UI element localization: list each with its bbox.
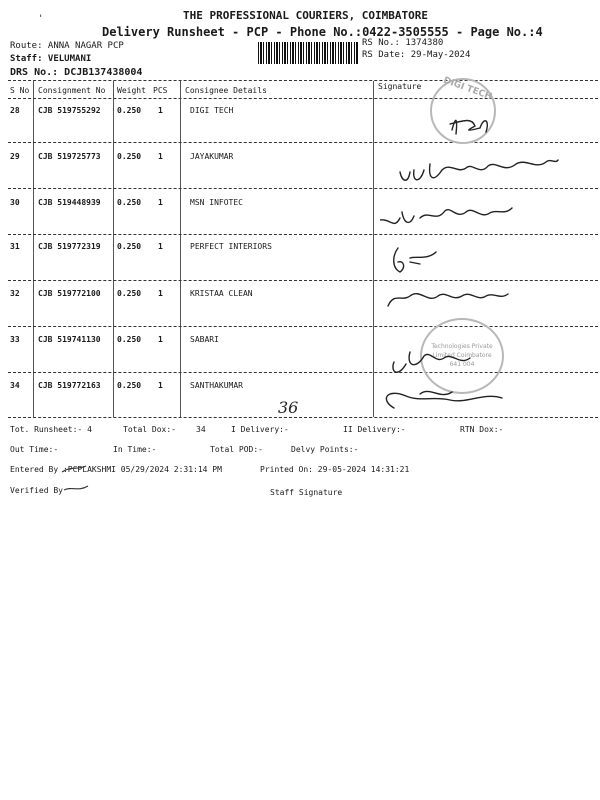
signature-scribbles bbox=[380, 100, 598, 420]
route-label: Route: ANNA NAGAR PCP bbox=[10, 41, 124, 51]
out-time: Out Time:- bbox=[10, 445, 59, 454]
header-top-rule bbox=[8, 80, 598, 81]
row-pcs: 1 bbox=[158, 381, 163, 390]
row-sno: 29 bbox=[10, 152, 20, 161]
row-weight: 0.250 bbox=[117, 242, 142, 251]
total-dox-value: 34 bbox=[196, 425, 206, 434]
col-consignment: Consignment No bbox=[38, 86, 106, 95]
rs-number: RS No.: 1374380 bbox=[362, 38, 444, 48]
printed-on: Printed On: 29-05-2024 14:31:21 bbox=[260, 465, 410, 474]
col-signature: Signature bbox=[378, 82, 422, 91]
row-consignee: DIGI TECH bbox=[190, 106, 234, 115]
total-dox-label: Total Dox:- bbox=[123, 425, 176, 434]
row-pcs: 1 bbox=[158, 335, 163, 344]
col-sno: S No bbox=[10, 86, 30, 95]
row-consignee: SANTHAKUMAR bbox=[190, 381, 243, 390]
row-consignment: CJB 519448939 bbox=[38, 198, 101, 207]
staff-label: Staff: VELUMANI bbox=[10, 54, 92, 64]
rtn-dox: RTN Dox:- bbox=[460, 425, 504, 434]
row-weight: 0.250 bbox=[117, 152, 142, 161]
col-divider bbox=[180, 81, 181, 417]
stamp-text: Technologies Private Limited Coimbatore 641 004 bbox=[431, 343, 493, 368]
handwritten-number: 36 bbox=[278, 398, 299, 417]
col-weight: Weight bbox=[117, 86, 146, 95]
row-consignment: CJB 519772100 bbox=[38, 289, 101, 298]
col-divider bbox=[373, 81, 374, 417]
entered-by: Entered By :PCPLAKSHMI 05/29/2024 2:31:14 PM bbox=[10, 465, 222, 474]
row-consignment: CJB 519772163 bbox=[38, 381, 101, 390]
row-consignee: PERFECT INTERIORS bbox=[190, 242, 272, 251]
row-pcs: 1 bbox=[158, 152, 163, 161]
row-weight: 0.250 bbox=[117, 381, 142, 390]
row-consignment: CJB 519772319 bbox=[38, 242, 101, 251]
stray-mark: ' bbox=[38, 14, 44, 24]
row-sno: 28 bbox=[10, 106, 20, 115]
verified-by: Verified By bbox=[10, 486, 63, 495]
in-time: In Time:- bbox=[113, 445, 157, 454]
tot-runsheet: Tot. Runsheet:- 4 bbox=[10, 425, 92, 434]
row-consignee: SABARI bbox=[190, 335, 219, 344]
row-sno: 31 bbox=[10, 242, 20, 251]
barcode bbox=[258, 42, 358, 64]
row-pcs: 1 bbox=[158, 106, 163, 115]
row-weight: 0.250 bbox=[117, 198, 142, 207]
initial-mark bbox=[60, 462, 100, 502]
header-bottom-rule bbox=[8, 98, 598, 99]
ii-delivery: II Delivery:- bbox=[343, 425, 406, 434]
row-consignment: CJB 519725773 bbox=[38, 152, 101, 161]
col-divider bbox=[33, 81, 34, 417]
stamp-text: DIGI TECH bbox=[441, 75, 494, 103]
staff-signature: Staff Signature bbox=[270, 488, 343, 497]
total-pod: Total POD:- bbox=[210, 445, 263, 454]
row-weight: 0.250 bbox=[117, 335, 142, 344]
delvy-points: Delvy Points:- bbox=[291, 445, 359, 454]
row-consignee: JAYAKUMAR bbox=[190, 152, 234, 161]
row-consignment: CJB 519755292 bbox=[38, 106, 101, 115]
row-sno: 32 bbox=[10, 289, 20, 298]
col-consignee: Consignee Details bbox=[185, 86, 267, 95]
row-sno: 30 bbox=[10, 198, 20, 207]
row-consignee: MSN INFOTEC bbox=[190, 198, 243, 207]
col-divider bbox=[113, 81, 114, 417]
drs-number: DRS No.: DCJB137438004 bbox=[10, 67, 143, 78]
row-consignee: KRISTAA CLEAN bbox=[190, 289, 253, 298]
row-pcs: 1 bbox=[158, 289, 163, 298]
row-sno: 33 bbox=[10, 335, 20, 344]
row-weight: 0.250 bbox=[117, 106, 142, 115]
row-sno: 34 bbox=[10, 381, 20, 390]
row-pcs: 1 bbox=[158, 198, 163, 207]
company-title: THE PROFESSIONAL COURIERS, COIMBATORE bbox=[183, 9, 429, 22]
rs-date: RS Date: 29-May-2024 bbox=[362, 50, 471, 60]
runsheet-subtitle: Delivery Runsheet - PCP - Phone No.:0422-3505555 - Page No.:4 bbox=[102, 25, 543, 39]
row-consignment: CJB 519741130 bbox=[38, 335, 101, 344]
row-weight: 0.250 bbox=[117, 289, 142, 298]
i-delivery: I Delivery:- bbox=[231, 425, 289, 434]
row-pcs: 1 bbox=[158, 242, 163, 251]
col-pcs: PCS bbox=[153, 86, 168, 95]
